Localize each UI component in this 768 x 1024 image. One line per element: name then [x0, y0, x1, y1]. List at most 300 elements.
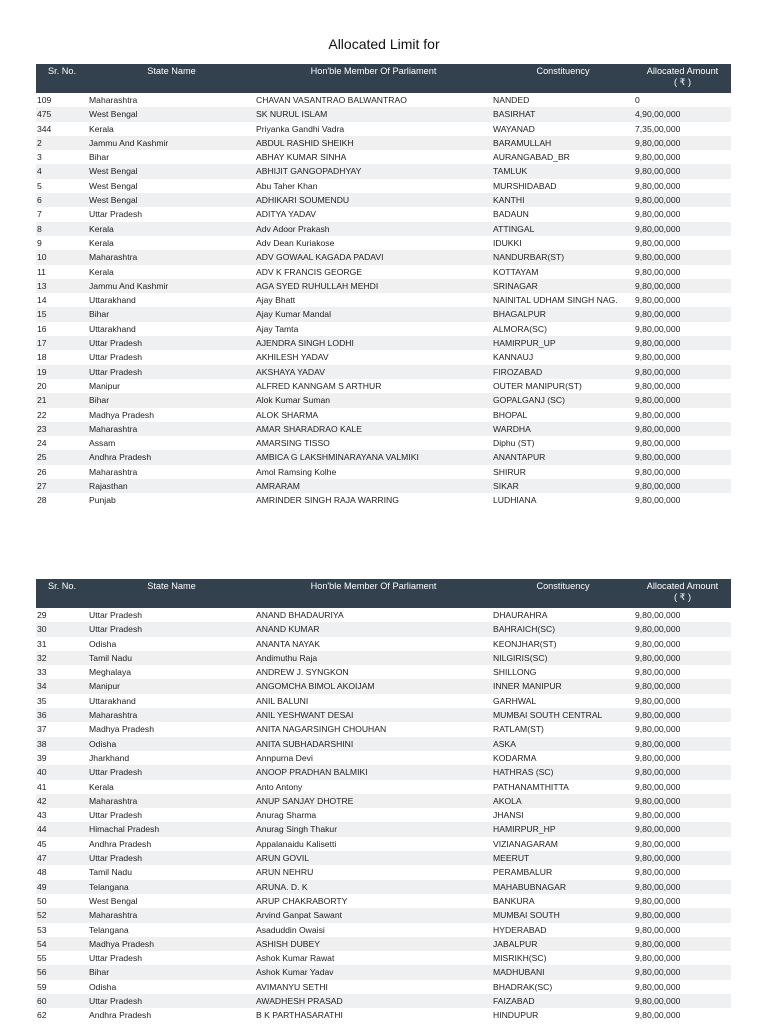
cell-member-name: AKHILESH YADAV: [255, 350, 492, 364]
cell-sr-no: 26: [36, 465, 88, 479]
cell-sr-no: 55: [36, 951, 88, 965]
cell-allocated-amount: 9,80,00,000: [634, 179, 731, 193]
cell-allocated-amount: 9,80,00,000: [634, 880, 731, 894]
cell-member-name: AMBICA G LAKSHMINARAYANA VALMIKI: [255, 450, 492, 464]
cell-sr-no: 25: [36, 450, 88, 464]
cell-state-name: Bihar: [88, 965, 255, 979]
page-title: Allocated Limit for: [328, 36, 440, 52]
cell-member-name: AMAR SHARADRAO KALE: [255, 422, 492, 436]
cell-constituency: SHILLONG: [492, 665, 634, 679]
cell-member-name: ANIL BALUNI: [255, 694, 492, 708]
cell-constituency: FAIZABAD: [492, 994, 634, 1008]
cell-constituency: BANKURA: [492, 894, 634, 908]
cell-state-name: Assam: [88, 436, 255, 450]
cell-state-name: Jammu And Kashmir: [88, 279, 255, 293]
table-row: [36, 307, 731, 321]
cell-allocated-amount: 9,80,00,000: [634, 222, 731, 236]
cell-state-name: Andhra Pradesh: [88, 450, 255, 464]
table-row: [36, 722, 731, 736]
cell-constituency: MISRIKH(SC): [492, 951, 634, 965]
cell-member-name: Anurag Sharma: [255, 808, 492, 822]
cell-allocated-amount: 9,80,00,000: [634, 865, 731, 879]
cell-state-name: Kerala: [88, 222, 255, 236]
cell-constituency: ALMORA(SC): [492, 322, 634, 336]
cell-member-name: Annpurna Devi: [255, 751, 492, 765]
cell-constituency: RATLAM(ST): [492, 722, 634, 736]
cell-allocated-amount: 9,80,00,000: [634, 265, 731, 279]
table-row: [36, 679, 731, 693]
table-row: [36, 193, 731, 207]
header-member: Hon'ble Member Of Parliament: [255, 579, 492, 608]
cell-state-name: Jammu And Kashmir: [88, 136, 255, 150]
cell-state-name: Maharashtra: [88, 465, 255, 479]
cell-sr-no: 109: [36, 93, 88, 107]
cell-member-name: Priyanka Gandhi Vadra: [255, 122, 492, 136]
table-row: [36, 436, 731, 450]
table-row: [36, 379, 731, 393]
cell-sr-no: 45: [36, 837, 88, 851]
cell-constituency: ANANTAPUR: [492, 450, 634, 464]
cell-sr-no: 33: [36, 665, 88, 679]
table-row: [36, 923, 731, 937]
cell-sr-no: 28: [36, 493, 88, 507]
cell-sr-no: 10: [36, 250, 88, 264]
cell-sr-no: 52: [36, 908, 88, 922]
cell-allocated-amount: 9,80,00,000: [634, 136, 731, 150]
cell-constituency: INNER MANIPUR: [492, 679, 634, 693]
cell-state-name: Rajasthan: [88, 479, 255, 493]
cell-constituency: Diphu (ST): [492, 436, 634, 450]
cell-state-name: Maharashtra: [88, 250, 255, 264]
cell-allocated-amount: 9,80,00,000: [634, 150, 731, 164]
cell-member-name: ABHAY KUMAR SINHA: [255, 150, 492, 164]
cell-constituency: KODARMA: [492, 751, 634, 765]
cell-constituency: MURSHIDABAD: [492, 179, 634, 193]
cell-constituency: BADAUN: [492, 207, 634, 221]
cell-constituency: VIZIANAGARAM: [492, 837, 634, 851]
cell-member-name: ANUP SANJAY DHOTRE: [255, 794, 492, 808]
cell-state-name: Odisha: [88, 737, 255, 751]
cell-allocated-amount: 9,80,00,000: [634, 608, 731, 622]
cell-allocated-amount: 9,80,00,000: [634, 765, 731, 779]
cell-sr-no: 35: [36, 694, 88, 708]
table-row: [36, 908, 731, 922]
table-row: [36, 865, 731, 879]
cell-member-name: ANGOMCHA BIMOL AKOIJAM: [255, 679, 492, 693]
table-row: [36, 365, 731, 379]
allocation-table: [36, 64, 731, 508]
cell-constituency: WAYANAD: [492, 122, 634, 136]
cell-sr-no: 8: [36, 222, 88, 236]
cell-sr-no: 41: [36, 780, 88, 794]
table-body: [36, 608, 731, 1023]
cell-constituency: HINDUPUR: [492, 1008, 634, 1022]
cell-constituency: GARHWAL: [492, 694, 634, 708]
cell-state-name: Andhra Pradesh: [88, 1008, 255, 1022]
cell-allocated-amount: 9,80,00,000: [634, 651, 731, 665]
cell-member-name: Anurag Singh Thakur: [255, 822, 492, 836]
cell-sr-no: 5: [36, 179, 88, 193]
cell-constituency: DHAURAHRA: [492, 608, 634, 622]
cell-sr-no: 38: [36, 737, 88, 751]
cell-constituency: MUMBAI SOUTH CENTRAL: [492, 708, 634, 722]
cell-allocated-amount: 9,80,00,000: [634, 722, 731, 736]
cell-allocated-amount: 9,80,00,000: [634, 751, 731, 765]
cell-sr-no: 44: [36, 822, 88, 836]
cell-sr-no: 23: [36, 422, 88, 436]
cell-state-name: Uttar Pradesh: [88, 808, 255, 822]
cell-state-name: Madhya Pradesh: [88, 937, 255, 951]
cell-allocated-amount: 9,80,00,000: [634, 207, 731, 221]
cell-member-name: ARUN GOVIL: [255, 851, 492, 865]
cell-state-name: Maharashtra: [88, 908, 255, 922]
table-row: [36, 279, 731, 293]
cell-member-name: AMARSING TISSO: [255, 436, 492, 450]
cell-state-name: Kerala: [88, 265, 255, 279]
cell-state-name: Telangana: [88, 880, 255, 894]
table-row: [36, 222, 731, 236]
header-amount-label: Allocated Amount: [646, 581, 719, 591]
cell-member-name: ASHISH DUBEY: [255, 937, 492, 951]
cell-state-name: Madhya Pradesh: [88, 408, 255, 422]
cell-allocated-amount: 9,80,00,000: [634, 923, 731, 937]
table-row: [36, 951, 731, 965]
table-row: [36, 207, 731, 221]
table-row: [36, 450, 731, 464]
cell-member-name: CHAVAN VASANTRAO BALWANTRAO: [255, 93, 492, 107]
cell-constituency: HYDERABAD: [492, 923, 634, 937]
cell-allocated-amount: 9,80,00,000: [634, 794, 731, 808]
cell-sr-no: 43: [36, 808, 88, 822]
cell-constituency: BHADRAK(SC): [492, 980, 634, 994]
cell-allocated-amount: 9,80,00,000: [634, 450, 731, 464]
cell-state-name: Uttarakhand: [88, 322, 255, 336]
cell-constituency: NANDED: [492, 93, 634, 107]
header-amount-unit: ( ₹ ): [673, 77, 692, 87]
cell-constituency: BHOPAL: [492, 408, 634, 422]
cell-member-name: ALOK SHARMA: [255, 408, 492, 422]
cell-state-name: Himachal Pradesh: [88, 822, 255, 836]
cell-sr-no: 32: [36, 651, 88, 665]
table-row: [36, 479, 731, 493]
cell-member-name: ANANTA NAYAK: [255, 637, 492, 651]
cell-allocated-amount: 9,80,00,000: [634, 937, 731, 951]
cell-allocated-amount: 9,80,00,000: [634, 293, 731, 307]
cell-sr-no: 62: [36, 1008, 88, 1022]
table-row: [36, 293, 731, 307]
cell-sr-no: 344: [36, 122, 88, 136]
header-sr-no: Sr. No.: [36, 579, 88, 608]
cell-sr-no: 20: [36, 379, 88, 393]
cell-constituency: SHIRUR: [492, 465, 634, 479]
table-row: [36, 350, 731, 364]
cell-allocated-amount: 9,80,00,000: [634, 851, 731, 865]
cell-constituency: HAMIRPUR_HP: [492, 822, 634, 836]
cell-state-name: Uttar Pradesh: [88, 350, 255, 364]
table-row: [36, 694, 731, 708]
cell-constituency: SRINAGAR: [492, 279, 634, 293]
table-row: [36, 851, 731, 865]
cell-constituency: JABALPUR: [492, 937, 634, 951]
cell-allocated-amount: 9,80,00,000: [634, 780, 731, 794]
cell-member-name: Ajay Tamta: [255, 322, 492, 336]
cell-constituency: MADHUBANI: [492, 965, 634, 979]
cell-allocated-amount: 9,80,00,000: [634, 250, 731, 264]
cell-state-name: West Bengal: [88, 164, 255, 178]
table-row: [36, 93, 731, 107]
cell-member-name: ARUP CHAKRABORTY: [255, 894, 492, 908]
cell-sr-no: 17: [36, 336, 88, 350]
cell-constituency: TAMLUK: [492, 164, 634, 178]
table-row: [36, 408, 731, 422]
cell-member-name: B K PARTHASARATHI: [255, 1008, 492, 1022]
cell-constituency: NAINITAL UDHAM SINGH NAG.: [492, 293, 634, 307]
table-row: [36, 994, 731, 1008]
cell-state-name: Manipur: [88, 679, 255, 693]
cell-constituency: BARAMULLAH: [492, 136, 634, 150]
cell-constituency: NANDURBAR(ST): [492, 250, 634, 264]
cell-sr-no: 6: [36, 193, 88, 207]
cell-allocated-amount: 9,80,00,000: [634, 379, 731, 393]
cell-sr-no: 15: [36, 307, 88, 321]
cell-member-name: ARUN NEHRU: [255, 865, 492, 879]
cell-state-name: Kerala: [88, 236, 255, 250]
cell-state-name: Andhra Pradesh: [88, 837, 255, 851]
cell-allocated-amount: 9,80,00,000: [634, 665, 731, 679]
cell-member-name: ADV GOWAAL KAGADA PADAVI: [255, 250, 492, 264]
cell-sr-no: 48: [36, 865, 88, 879]
cell-constituency: KEONJHAR(ST): [492, 637, 634, 651]
cell-sr-no: 40: [36, 765, 88, 779]
table-row: [36, 980, 731, 994]
cell-sr-no: 14: [36, 293, 88, 307]
cell-member-name: Adv Adoor Prakash: [255, 222, 492, 236]
cell-constituency: ASKA: [492, 737, 634, 751]
cell-sr-no: 60: [36, 994, 88, 1008]
cell-state-name: Uttarakhand: [88, 694, 255, 708]
cell-sr-no: 31: [36, 637, 88, 651]
cell-constituency: KOTTAYAM: [492, 265, 634, 279]
cell-sr-no: 30: [36, 622, 88, 636]
cell-member-name: ADITYA YADAV: [255, 207, 492, 221]
cell-member-name: AMRINDER SINGH RAJA WARRING: [255, 493, 492, 507]
cell-allocated-amount: 9,80,00,000: [634, 236, 731, 250]
cell-constituency: HAMIRPUR_UP: [492, 336, 634, 350]
cell-state-name: Tamil Nadu: [88, 865, 255, 879]
header-allocated-amount: [634, 64, 731, 93]
table-row: [36, 894, 731, 908]
cell-constituency: NILGIRIS(SC): [492, 651, 634, 665]
cell-sr-no: 4: [36, 164, 88, 178]
header-member: Hon'ble Member Of Parliament: [255, 64, 492, 93]
cell-sr-no: 56: [36, 965, 88, 979]
table-row: [36, 393, 731, 407]
cell-member-name: Ajay Bhatt: [255, 293, 492, 307]
cell-state-name: Jharkhand: [88, 751, 255, 765]
cell-member-name: Ajay Kumar Mandal: [255, 307, 492, 321]
table-row: [36, 608, 731, 622]
cell-allocated-amount: 9,80,00,000: [634, 737, 731, 751]
cell-sr-no: 50: [36, 894, 88, 908]
cell-sr-no: 16: [36, 322, 88, 336]
cell-constituency: BASIRHAT: [492, 107, 634, 121]
cell-sr-no: 39: [36, 751, 88, 765]
table-row: [36, 236, 731, 250]
cell-member-name: ABHIJIT GANGOPADHYAY: [255, 164, 492, 178]
table-body: [36, 93, 731, 508]
cell-state-name: Kerala: [88, 780, 255, 794]
cell-allocated-amount: 9,80,00,000: [634, 408, 731, 422]
cell-member-name: Ashok Kumar Yadav: [255, 965, 492, 979]
cell-constituency: AKOLA: [492, 794, 634, 808]
cell-state-name: Kerala: [88, 122, 255, 136]
cell-allocated-amount: 9,80,00,000: [634, 422, 731, 436]
cell-sr-no: 42: [36, 794, 88, 808]
cell-allocated-amount: 9,80,00,000: [634, 837, 731, 851]
cell-constituency: GOPALGANJ (SC): [492, 393, 634, 407]
cell-member-name: ANIL YESHWANT DESAI: [255, 708, 492, 722]
cell-constituency: IDUKKI: [492, 236, 634, 250]
cell-sr-no: 18: [36, 350, 88, 364]
cell-member-name: Arvind Ganpat Sawant: [255, 908, 492, 922]
cell-state-name: Maharashtra: [88, 422, 255, 436]
cell-sr-no: 37: [36, 722, 88, 736]
cell-state-name: Meghalaya: [88, 665, 255, 679]
cell-sr-no: 53: [36, 923, 88, 937]
cell-allocated-amount: 9,80,00,000: [634, 894, 731, 908]
cell-state-name: Odisha: [88, 980, 255, 994]
cell-sr-no: 2: [36, 136, 88, 150]
cell-member-name: ADHIKARI SOUMENDU: [255, 193, 492, 207]
header-allocated-amount: [634, 579, 731, 608]
cell-allocated-amount: 9,80,00,000: [634, 164, 731, 178]
cell-allocated-amount: 9,80,00,000: [634, 493, 731, 507]
table-row: [36, 794, 731, 808]
cell-sr-no: 54: [36, 937, 88, 951]
cell-member-name: AWADHESH PRASAD: [255, 994, 492, 1008]
header-amount-unit: ( ₹ ): [673, 592, 692, 602]
cell-state-name: Uttar Pradesh: [88, 336, 255, 350]
cell-member-name: Abu Taher Khan: [255, 179, 492, 193]
cell-allocated-amount: 9,80,00,000: [634, 994, 731, 1008]
cell-member-name: ANDREW J. SYNGKON: [255, 665, 492, 679]
cell-member-name: SK NURUL ISLAM: [255, 107, 492, 121]
header-state-name: State Name: [88, 579, 255, 608]
table-row: [36, 250, 731, 264]
cell-state-name: Uttar Pradesh: [88, 622, 255, 636]
cell-allocated-amount: 9,80,00,000: [634, 908, 731, 922]
cell-sr-no: 21: [36, 393, 88, 407]
header-constituency: Constituency: [492, 579, 634, 608]
cell-allocated-amount: 9,80,00,000: [634, 479, 731, 493]
cell-member-name: Alok Kumar Suman: [255, 393, 492, 407]
table-header-row: [36, 579, 731, 608]
table-row: [36, 880, 731, 894]
table-row: [36, 164, 731, 178]
cell-allocated-amount: 9,80,00,000: [634, 193, 731, 207]
table-row: [36, 622, 731, 636]
cell-state-name: Bihar: [88, 150, 255, 164]
header-constituency: Constituency: [492, 64, 634, 93]
table-row: [36, 822, 731, 836]
table-header-row: [36, 64, 731, 93]
cell-sr-no: 13: [36, 279, 88, 293]
cell-allocated-amount: 0: [634, 93, 731, 107]
cell-constituency: BHAGALPUR: [492, 307, 634, 321]
cell-member-name: ADV K FRANCIS GEORGE: [255, 265, 492, 279]
cell-state-name: Madhya Pradesh: [88, 722, 255, 736]
cell-allocated-amount: 9,80,00,000: [634, 307, 731, 321]
cell-member-name: Ashok Kumar Rawat: [255, 951, 492, 965]
table-row: [36, 837, 731, 851]
table-row: [36, 122, 731, 136]
cell-constituency: FIROZABAD: [492, 365, 634, 379]
cell-constituency: JHANSI: [492, 808, 634, 822]
cell-member-name: Appalanaidu Kalisetti: [255, 837, 492, 851]
cell-allocated-amount: 9,80,00,000: [634, 365, 731, 379]
cell-member-name: ANITA SUBHADARSHINI: [255, 737, 492, 751]
table-row: [36, 751, 731, 765]
cell-state-name: Maharashtra: [88, 708, 255, 722]
cell-sr-no: 19: [36, 365, 88, 379]
table-row: [36, 136, 731, 150]
cell-allocated-amount: 9,80,00,000: [634, 694, 731, 708]
cell-member-name: ABDUL RASHID SHEIKH: [255, 136, 492, 150]
cell-member-name: ANAND KUMAR: [255, 622, 492, 636]
cell-sr-no: 29: [36, 608, 88, 622]
cell-member-name: ANITA NAGARSINGH CHOUHAN: [255, 722, 492, 736]
cell-state-name: Uttar Pradesh: [88, 994, 255, 1008]
cell-sr-no: 24: [36, 436, 88, 450]
cell-sr-no: 36: [36, 708, 88, 722]
cell-allocated-amount: 9,80,00,000: [634, 679, 731, 693]
table-row: [36, 1008, 731, 1022]
cell-member-name: ALFRED KANNGAM S ARTHUR: [255, 379, 492, 393]
cell-allocated-amount: 9,80,00,000: [634, 822, 731, 836]
cell-sr-no: 9: [36, 236, 88, 250]
cell-member-name: AKSHAYA YADAV: [255, 365, 492, 379]
cell-member-name: AGA SYED RUHULLAH MEHDI: [255, 279, 492, 293]
cell-allocated-amount: 9,80,00,000: [634, 436, 731, 450]
cell-member-name: Andimuthu Raja: [255, 651, 492, 665]
table-row: [36, 465, 731, 479]
table-row: [36, 179, 731, 193]
cell-allocated-amount: 4,90,00,000: [634, 107, 731, 121]
cell-sr-no: 59: [36, 980, 88, 994]
cell-member-name: Adv Dean Kuriakose: [255, 236, 492, 250]
table-row: [36, 322, 731, 336]
cell-sr-no: 22: [36, 408, 88, 422]
cell-constituency: WARDHA: [492, 422, 634, 436]
table-row: [36, 765, 731, 779]
cell-allocated-amount: 9,80,00,000: [634, 1008, 731, 1022]
cell-member-name: Amol Ramsing Kolhe: [255, 465, 492, 479]
cell-member-name: AVIMANYU SETHI: [255, 980, 492, 994]
cell-state-name: Uttar Pradesh: [88, 951, 255, 965]
table-row: [36, 150, 731, 164]
cell-allocated-amount: 9,80,00,000: [634, 622, 731, 636]
cell-state-name: Odisha: [88, 637, 255, 651]
cell-state-name: Uttar Pradesh: [88, 765, 255, 779]
table-row: [36, 637, 731, 651]
cell-allocated-amount: 9,80,00,000: [634, 465, 731, 479]
cell-allocated-amount: 9,80,00,000: [634, 336, 731, 350]
cell-allocated-amount: 9,80,00,000: [634, 637, 731, 651]
table-row: [36, 780, 731, 794]
cell-state-name: Manipur: [88, 379, 255, 393]
cell-constituency: MAHABUBNAGAR: [492, 880, 634, 894]
cell-sr-no: 11: [36, 265, 88, 279]
